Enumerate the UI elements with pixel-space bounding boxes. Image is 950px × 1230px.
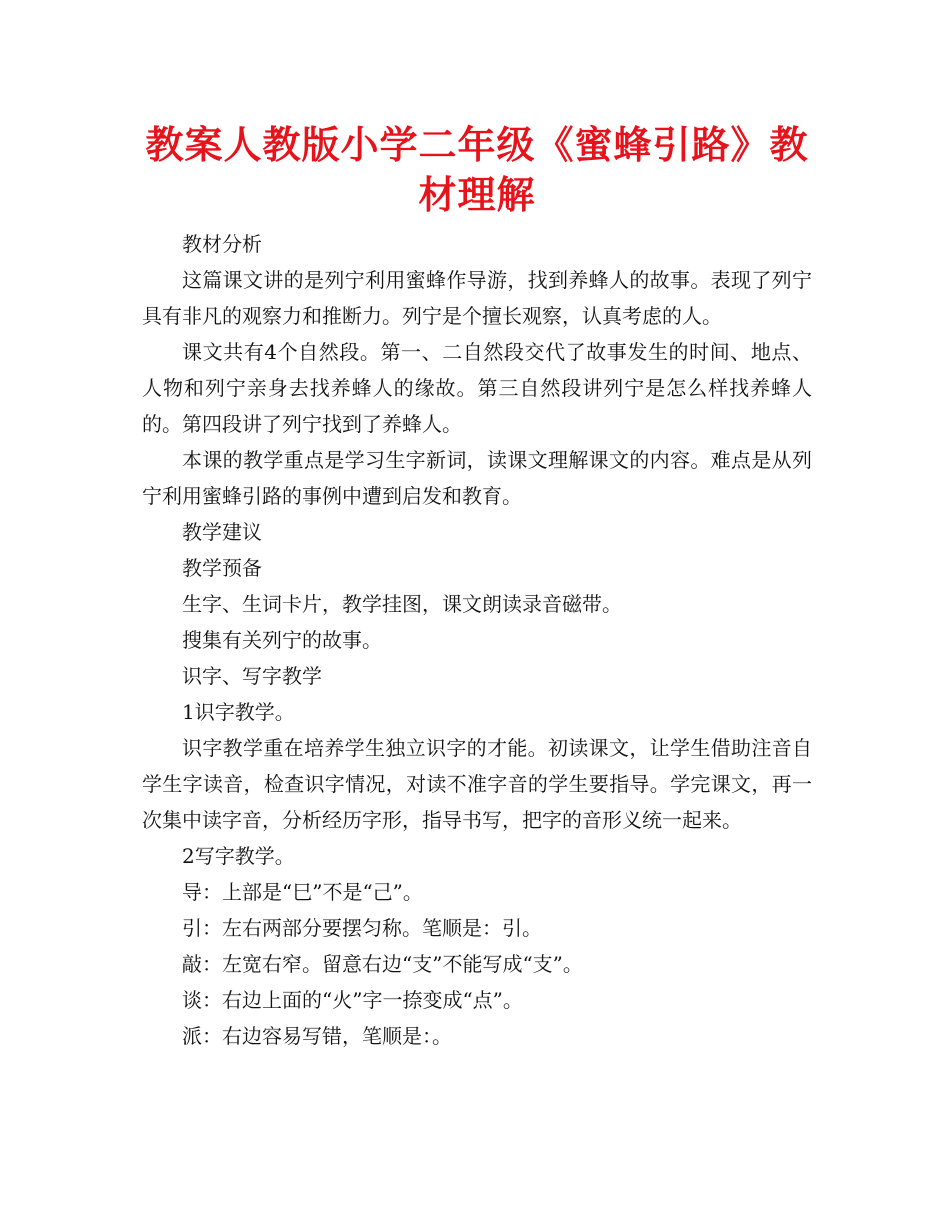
paragraph-section-preparation: 教学预备 xyxy=(182,556,262,580)
paragraph-character-note: 谈：右边上面的“火”字一捺变成“点”。 xyxy=(182,988,523,1012)
paragraph-character-note: 引：左右两部分要摆匀称。笔顺是：引。 xyxy=(182,916,542,940)
paragraph-character-note: 敲：左宽右窄。留意右边“支”不能写成“支”。 xyxy=(182,952,583,976)
paragraph: 课文共有4个自然段。第一、二自然段交代了故事发生的时间、地点、人物和列宁亲身去找养蜂人的缘故。第三自然段讲列宁是怎么样找养蜂人的。第四段讲了列宁找到了养蜂人。 xyxy=(142,340,812,436)
document-body xyxy=(142,226,812,1054)
paragraph-subsection-1: 1识字教学。 xyxy=(182,700,295,724)
paragraph: 搜集有关列宁的故事。 xyxy=(182,628,382,652)
paragraph-character-note: 导：上部是“巳”不是“己”。 xyxy=(182,880,423,904)
document-title: 教案人教版小学二年级《蜜蜂引路》教材理解 xyxy=(145,123,809,217)
paragraph: 识字教学重在培养学生独立识字的才能。初读课文，让学生借助注音自学生字读音，检查识字情况，对读不准字音的学生要指导。学完课文，再一次集中读字音，分析经历字形，指导书写，把字的音形义统一起来。 xyxy=(142,736,812,832)
paragraph-subsection-2: 2写字教学。 xyxy=(182,844,295,868)
paragraph: 生字、生词卡片，教学挂图，课文朗读录音磁带。 xyxy=(182,592,622,616)
paragraph: 这篇课文讲的是列宁利用蜜蜂作导游，找到养蜂人的故事。表现了列宁具有非凡的观察力和推断力。列宁是个擅长观察，认真考虑的人。 xyxy=(142,268,812,328)
document-page xyxy=(142,120,812,1054)
paragraph: 本课的教学重点是学习生字新词，读课文理解课文的内容。难点是从列宁利用蜜蜂引路的事例中遭到启发和教育。 xyxy=(142,448,812,508)
paragraph-section-suggestions: 教学建议 xyxy=(182,520,262,544)
paragraph-character-note: 派：右边容易写错，笔顺是：。 xyxy=(182,1024,452,1048)
paragraph-section-literacy: 识字、写字教学 xyxy=(182,664,322,688)
paragraph-section-analysis: 教材分析 xyxy=(182,232,262,256)
